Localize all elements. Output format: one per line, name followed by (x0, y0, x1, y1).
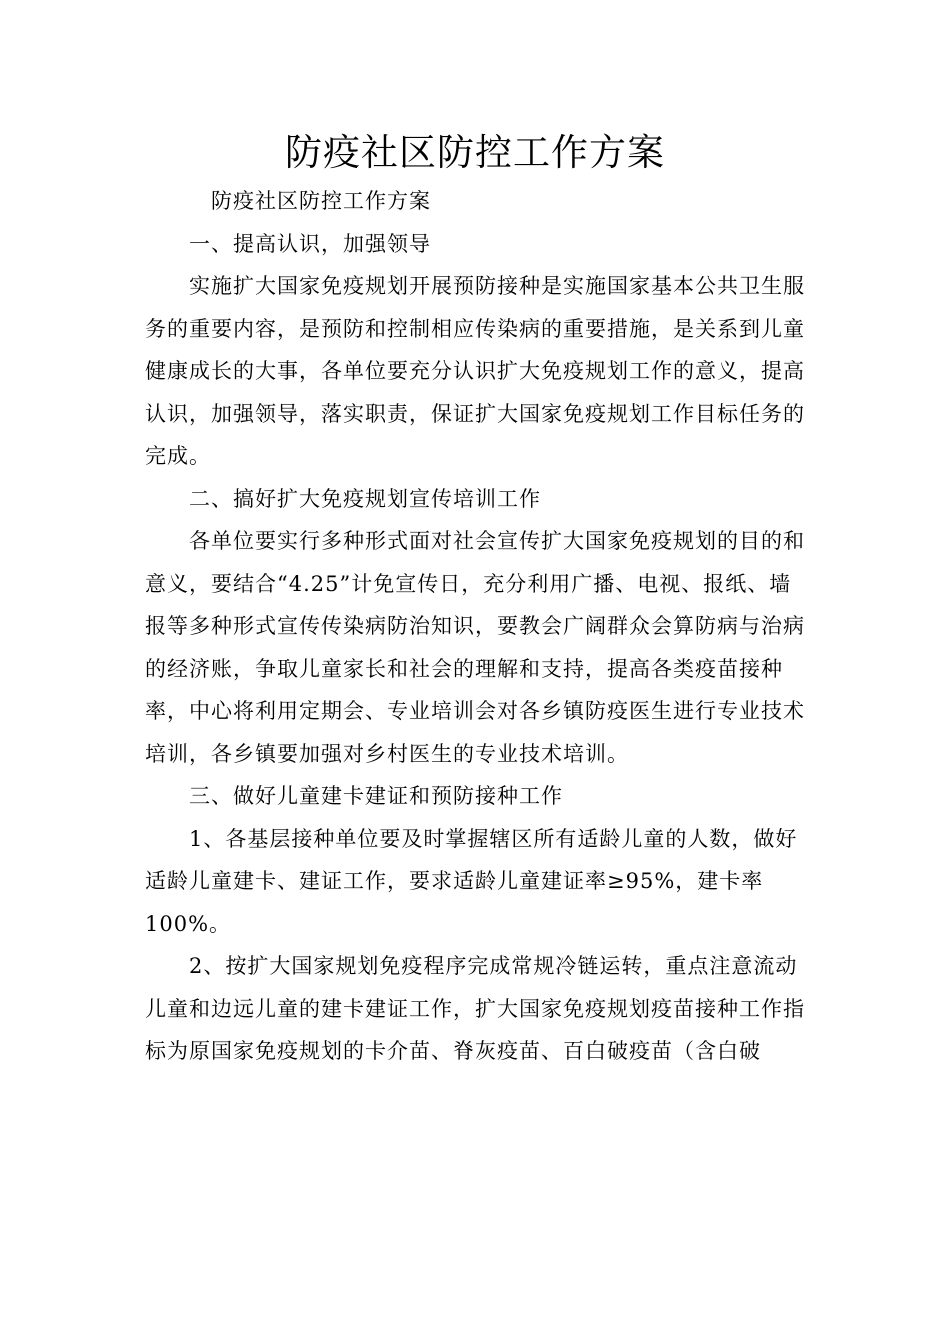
paragraph-2: 各单位要实行多种形式面对社会宣传扩大国家免疫规划的目的和意义，要结合“4.25”计免宣传日，充分利用广播、电视、报纸、墙报等多种形式宣传传染病防治知识，要教会广阔群众会算防病与治病的经济账，争取儿童家长和社会的理解和支持，提高各类疫苗接种率，中心将利用定期会、专业培训会对各乡镇防疫医生进行专业技术培训，各乡镇要加强对乡村医生的专业技术培训。 (145, 529, 805, 766)
document-subtitle: 防疫社区防控工作方案 (211, 189, 431, 213)
paragraph-4: 2、按扩大国家规划免疫程序完成常规冷链运转，重点注意流动儿童和边远儿童的建卡建证工作，扩大国家免疫规划疫苗接种工作指标为原国家免疫规划的卡介苗、脊灰疫苗、百白破疫苗（含白破 (145, 954, 805, 1063)
document-body (145, 180, 813, 1073)
paragraph-3: 1、各基层接种单位要及时掌握辖区所有适龄儿童的人数，做好适龄儿童建卡、建证工作，要求适龄儿童建证率≥95%，建卡率100%。 (145, 826, 798, 936)
document-title: 防疫社区防控工作方案 (285, 131, 665, 174)
section-heading-1: 一、提高认识，加强领导 (189, 231, 431, 256)
section-heading-2: 二、搞好扩大免疫规划宣传培训工作 (189, 486, 541, 511)
paragraph-1: 实施扩大国家免疫规划开展预防接种是实施国家基本公共卫生服务的重要内容，是预防和控制相应传染病的重要措施，是关系到儿童健康成长的大事，各单位要充分认识扩大免疫规划工作的意义，提高认识，加强领导，落实职责，保证扩大国家免疫规划工作目标任务的完成。 (145, 274, 805, 468)
section-heading-3: 三、做好儿童建卡建证和预防接种工作 (189, 784, 563, 808)
